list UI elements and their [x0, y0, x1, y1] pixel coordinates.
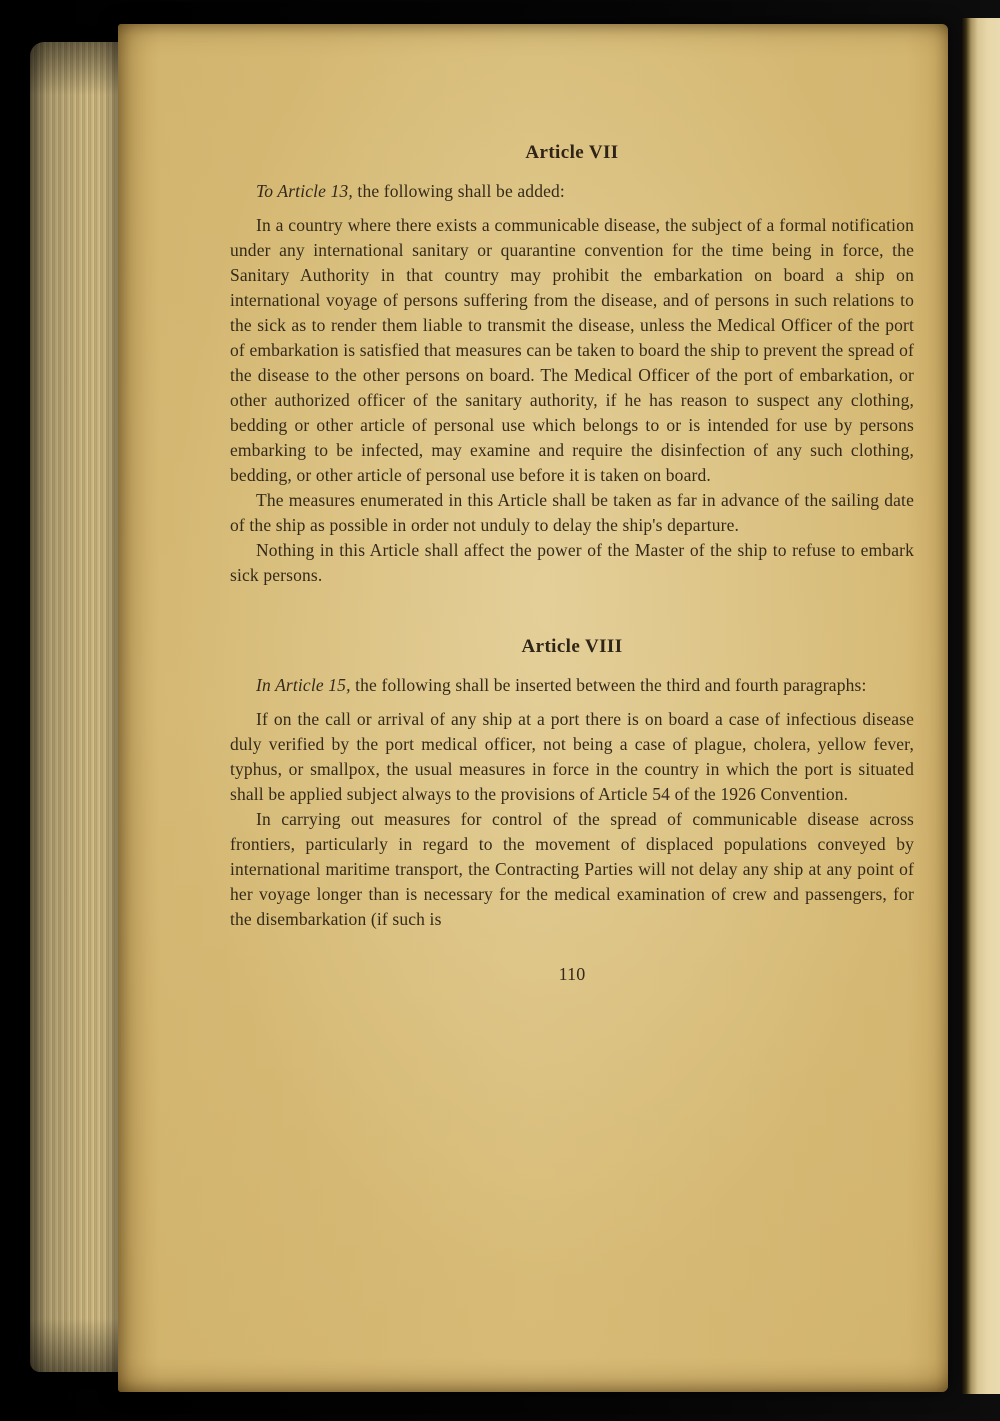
article-viii-lead-italic: In Article 15,	[256, 675, 351, 695]
article-vii-paragraph-3: Nothing in this Article shall affect the power of the Master of the ship to refuse to embark sick persons.	[230, 540, 914, 585]
article-vii-paragraph-1: In a country where there exists a communicable disease, the subject of a formal notification under any international sanitary or quarantine convention for the time being in force, the Sanitary Authority in that country may prohibit the embarkation on board a ship on international voyage of persons suffering from the disease, and of persons in such relations to the sick as to render them liable to transmit the disease, unless the Medical Officer of the port of embarkation is satisfied that measures can be taken to board the ship to prevent the spread of the disease to the other persons on board. The Medical Officer of the port of embarkation, or other authorized officer of the sanitary authority, if he has reason to suspect any clothing, bedding or other article of personal use which belongs to or is intended for use by persons embarking to be infected, may examine and require the disinfection of any such clothing, bedding, or other article of personal use before it is taken on board.	[230, 215, 914, 485]
article-vii-lead-rest: the following shall be added:	[352, 181, 565, 201]
article-vii-paragraph-2: The measures enumerated in this Article shall be taken as far in advance of the sailing date of the ship as possible in order not unduly to delay the ship's departure.	[230, 490, 914, 535]
page-edge-stack	[30, 42, 126, 1372]
article-vii-lead-italic: To Article 13,	[256, 181, 353, 201]
article-viii-heading: Article VIII	[521, 636, 623, 657]
article-vii-lead	[230, 179, 914, 204]
page-number: 110	[558, 964, 586, 984]
next-page-edge	[962, 18, 1000, 1394]
article-vii-heading: Article VII	[525, 142, 619, 163]
book-page	[118, 24, 948, 1392]
article-viii-lead-rest: the following shall be inserted between the third and fourth paragraphs:	[350, 675, 867, 695]
article-viii-lead	[230, 673, 914, 698]
article-viii-paragraph-1: If on the call or arrival of any ship at a port there is on board a case of infectious disease duly verified by the port medical officer, not being a case of plague, cholera, yellow fever, typhus, or smallpox, the usual measures in force in the country in which the port is situated shall be applied subject always to the provisions of Article 54 of the 1926 Convention.	[230, 709, 914, 804]
page-content	[230, 24, 914, 987]
article-viii-paragraph-2: In carrying out measures for control of the spread of communicable disease across frontiers, particularly in regard to the movement of displaced populations conveyed by international maritime transport, the Contracting Parties will not delay any ship at any point of her voyage longer than is necessary for the medical examination of crew and passengers, for the disembarkation (if such is	[230, 809, 914, 929]
